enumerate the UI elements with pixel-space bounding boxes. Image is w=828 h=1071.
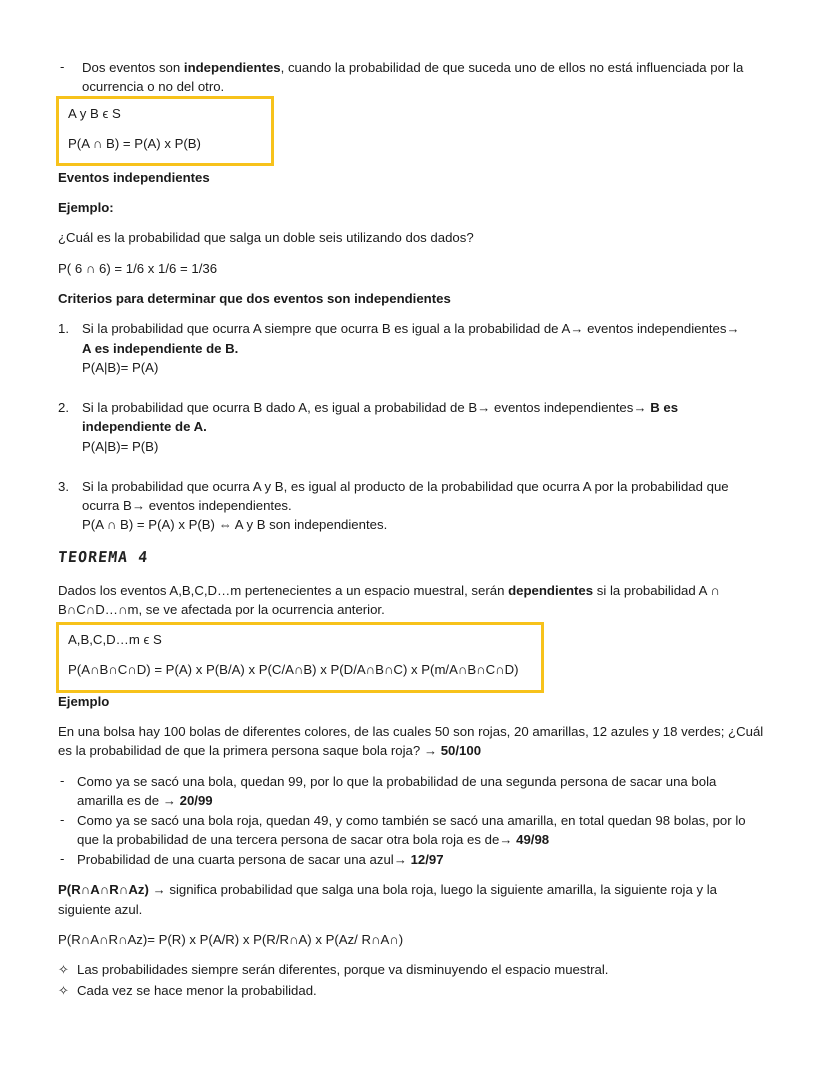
bullet-2-line-1: Como ya se sacó una bola roja, quedan 49, y como también se sacó una amarilla, en total quedan 98 bolas, por lo	[77, 813, 746, 828]
list-number: 3.	[58, 479, 69, 494]
criteria-title: Criterios para determinar que dos eventos son independientes	[58, 291, 451, 306]
box1-line-1: A y B ϵ S	[68, 106, 121, 121]
text: , cuando la probabilidad de que suceda uno de ellos no está influenciada por la	[280, 60, 744, 75]
example-formula: P( 6 ∩ 6) = 1/6 x 1/6 = 1/36	[58, 261, 218, 276]
criteria-1-line-2: A es independiente de B.	[82, 341, 239, 356]
bullet-1-line-2	[77, 792, 213, 810]
sparkle-icon: ✧	[58, 983, 69, 998]
text: Si la probabilidad que ocurra B dado A, es igual a probabilidad de B→ eventos independientes→	[82, 400, 651, 415]
criteria-1-line-1: Si la probabilidad que ocurra A siempre que ocurra B es igual a la probabilidad de A→ eventos independientes→	[82, 321, 740, 336]
example2-label: Ejemplo	[58, 694, 110, 709]
bullet-dash: -	[60, 773, 65, 788]
criteria-2-line-2: independiente de A.	[82, 419, 207, 434]
note-2: Cada vez se hace menor la probabilidad.	[77, 983, 317, 998]
bullet-2-line-2	[77, 831, 549, 849]
pr-line-1	[58, 881, 717, 899]
bullet-dash: -	[60, 851, 65, 866]
bold-term: 12/97	[410, 852, 444, 867]
criteria-2-line-1	[82, 399, 678, 417]
list-number: 1.	[58, 321, 69, 336]
text: Dados los eventos A,B,C,D…m pertenecientes a un espacio muestral, serán	[58, 583, 509, 598]
pr-formula: P(R∩A∩R∩Az)= P(R) x P(A/R) x P(R/R∩A) x P(Az/ R∩A∩)	[58, 932, 404, 947]
text: que la probabilidad de una tercera persona de sacar otra bola roja es de→	[77, 832, 517, 847]
bold-term: 20/99	[179, 793, 213, 808]
intro-line-1	[82, 59, 743, 77]
example-question: ¿Cuál es la probabilidad que salga un doble seis utilizando dos dados?	[58, 230, 474, 245]
section-title-independent: Eventos independientes	[58, 170, 210, 185]
box2-line-2: P(A∩B∩C∩D) = P(A) x P(B/A) x P(C/A∩B) x P(D/A∩B∩C) x P(m/A∩B∩C∩D)	[68, 662, 519, 677]
text: es la probabilidad de que la primera persona saque bola roja? →	[58, 743, 441, 758]
example2-line-1: En una bolsa hay 100 bolas de diferentes colores, de las cuales 50 son rojas, 20 amarillas, 12 azules y 18 verdes; ¿Cuál	[58, 724, 764, 739]
text: amarilla es de →	[77, 793, 180, 808]
bold-term: B es	[650, 400, 679, 415]
bullet-dash: -	[60, 59, 65, 74]
bold-term: independientes	[183, 60, 281, 75]
text: → significa probabilidad que salga una bola roja, luego la siguiente amarilla, la siguiente roja y la	[148, 882, 717, 897]
bullet-1-line-1: Como ya se sacó una bola, quedan 99, por lo que la probabilidad de una segunda persona de sacar una bola	[77, 774, 717, 789]
example2-line-2	[58, 742, 481, 760]
teorema-line-1	[58, 582, 720, 600]
example-label: Ejemplo:	[58, 200, 114, 215]
intro-line-2: ocurrencia o no del otro.	[82, 79, 225, 94]
teorema-line-2: B∩C∩D…∩m, se ve afectada por la ocurrencia anterior.	[58, 602, 385, 617]
note-1: Las probabilidades siempre serán diferentes, porque va disminuyendo el espacio muestral.	[77, 962, 609, 977]
criteria-3-line-1: Si la probabilidad que ocurra A y B, es igual al producto de la probabilidad que ocurra A por la probabilidad que	[82, 479, 729, 494]
text: Probabilidad de una cuarta persona de sacar una azul→	[77, 852, 411, 867]
teorema-heading: TEOREMA 4	[57, 548, 150, 566]
criteria-3-line-2: ocurra B→ eventos independientes.	[82, 498, 292, 513]
criteria-3-formula: P(A ∩ B) = P(A) x P(B) ⇔ A y B son independientes.	[82, 517, 388, 532]
bullet-dash: -	[60, 812, 65, 827]
bold-term: dependientes	[508, 583, 594, 598]
bold-term: 49/98	[516, 832, 550, 847]
box1-line-2: P(A ∩ B) = P(A) x P(B)	[68, 136, 201, 151]
box2-line-1: A,B,C,D…m ϵ S	[68, 632, 162, 647]
bullet-3-line-1	[77, 851, 444, 869]
pr-line-2: siguiente azul.	[58, 902, 143, 917]
text: si la probabilidad A ∩	[593, 583, 720, 598]
bold-term: P(R∩A∩R∩Az)	[58, 882, 149, 897]
criteria-2-formula: P(A|B)= P(B)	[82, 439, 159, 454]
list-number: 2.	[58, 400, 69, 415]
criteria-1-formula: P(A|B)= P(A)	[82, 360, 159, 375]
text: Dos eventos son	[82, 60, 184, 75]
bold-term: 50/100	[440, 743, 482, 758]
sparkle-icon: ✧	[58, 962, 69, 977]
